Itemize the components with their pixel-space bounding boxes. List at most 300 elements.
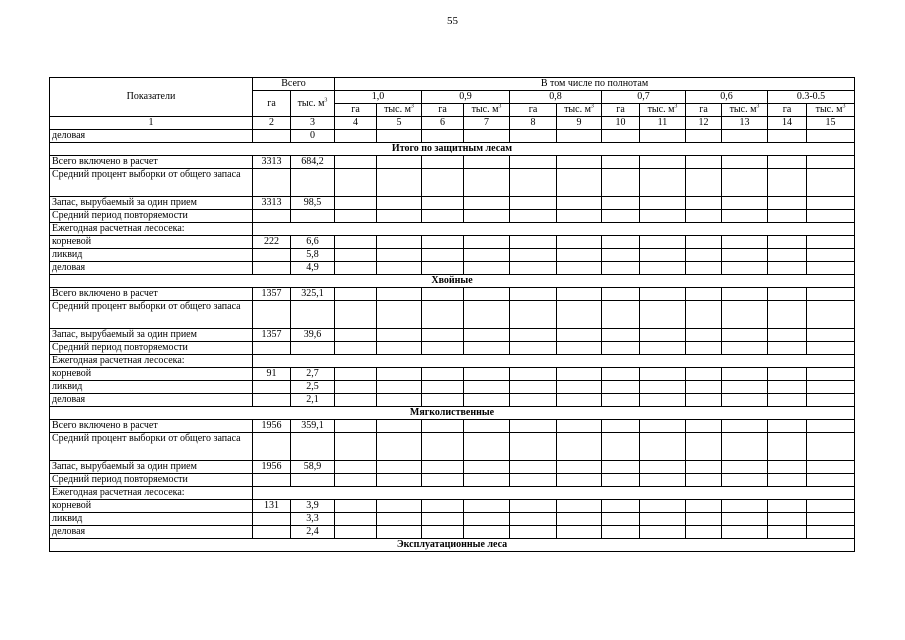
empty-cell xyxy=(768,526,807,539)
header-density-5: 0.3-0.5 xyxy=(768,91,855,104)
empty-cell xyxy=(768,381,807,394)
table-row xyxy=(50,130,855,143)
empty-cell xyxy=(422,368,464,381)
empty-cell xyxy=(464,420,510,433)
header-volume-3: тыс. $м^3$ xyxy=(640,104,686,117)
row-label: Запас, вырубаемый за один прием xyxy=(50,329,253,342)
empty-cell xyxy=(464,249,510,262)
empty-cell xyxy=(722,381,768,394)
empty-cell xyxy=(640,210,686,223)
empty-cell xyxy=(768,500,807,513)
table-row xyxy=(50,394,855,407)
total-volume-cell: 3,9 xyxy=(291,500,335,513)
empty-cell xyxy=(464,394,510,407)
empty-cell xyxy=(722,169,768,197)
empty-cell xyxy=(510,381,557,394)
empty-cell xyxy=(335,249,377,262)
empty-cell xyxy=(557,420,602,433)
row-label: Средний процент выборки от общего запаса xyxy=(50,169,253,197)
empty-cell xyxy=(640,288,686,301)
empty-cell xyxy=(335,288,377,301)
empty-cell xyxy=(722,197,768,210)
empty-cell xyxy=(557,342,602,355)
empty-cell xyxy=(377,500,422,513)
empty-cell xyxy=(335,156,377,169)
empty-cell xyxy=(464,156,510,169)
empty-cell xyxy=(807,513,855,526)
column-number: 2 xyxy=(253,117,291,130)
empty-cell xyxy=(640,381,686,394)
total-volume-cell: 3,3 xyxy=(291,513,335,526)
row-label: Средний период повторяемости xyxy=(50,210,253,223)
empty-cell xyxy=(422,210,464,223)
column-number: 6 xyxy=(422,117,464,130)
empty-cell xyxy=(557,288,602,301)
empty-cell xyxy=(807,288,855,301)
total-volume-cell: 5,8 xyxy=(291,249,335,262)
empty-cell xyxy=(640,513,686,526)
table-row xyxy=(50,461,855,474)
empty-cell xyxy=(640,433,686,461)
header-indicators: Показатели xyxy=(50,78,253,117)
total-ha-cell xyxy=(253,130,291,143)
total-volume-cell xyxy=(291,474,335,487)
empty-cell xyxy=(422,526,464,539)
empty-cell xyxy=(640,526,686,539)
empty-cell xyxy=(557,381,602,394)
row-label: Всего включено в расчет xyxy=(50,156,253,169)
empty-cell xyxy=(335,461,377,474)
empty-cell xyxy=(557,394,602,407)
empty-cell xyxy=(686,474,722,487)
empty-cell xyxy=(686,420,722,433)
total-volume-cell: 0 xyxy=(291,130,335,143)
table-row xyxy=(50,474,855,487)
empty-cell xyxy=(807,301,855,329)
empty-cell xyxy=(768,329,807,342)
empty-cell xyxy=(464,433,510,461)
empty-cell xyxy=(557,433,602,461)
row-label: корневой xyxy=(50,236,253,249)
column-number: 12 xyxy=(686,117,722,130)
empty-cell xyxy=(335,236,377,249)
empty-cell xyxy=(602,394,640,407)
empty-cell xyxy=(253,487,855,500)
section-row xyxy=(50,275,855,288)
table-row xyxy=(50,381,855,394)
empty-cell xyxy=(640,368,686,381)
row-label: Ежегодная расчетная лесосека: xyxy=(50,223,253,236)
empty-cell xyxy=(377,381,422,394)
empty-cell xyxy=(768,368,807,381)
empty-cell xyxy=(377,249,422,262)
total-volume-cell: 58,9 xyxy=(291,461,335,474)
total-ha-cell: 91 xyxy=(253,368,291,381)
cube-superscript: 3 xyxy=(498,103,502,110)
empty-cell xyxy=(768,513,807,526)
empty-cell xyxy=(557,156,602,169)
empty-cell xyxy=(422,156,464,169)
row-label: Ежегодная расчетная лесосека: xyxy=(50,487,253,500)
empty-cell xyxy=(602,461,640,474)
empty-cell xyxy=(686,288,722,301)
empty-cell xyxy=(722,526,768,539)
table-row xyxy=(50,288,855,301)
empty-cell xyxy=(722,368,768,381)
empty-cell xyxy=(510,500,557,513)
header-volume-2: тыс. $м^3$ xyxy=(557,104,602,117)
section-title: Мягколиственные xyxy=(50,407,855,420)
empty-cell xyxy=(557,329,602,342)
empty-cell xyxy=(807,420,855,433)
column-number: 7 xyxy=(464,117,510,130)
empty-cell xyxy=(422,236,464,249)
empty-cell xyxy=(510,197,557,210)
total-volume-cell: 684,2 xyxy=(291,156,335,169)
total-ha-cell xyxy=(253,342,291,355)
row-label: Средний период повторяемости xyxy=(50,342,253,355)
total-volume-cell: 2,7 xyxy=(291,368,335,381)
empty-cell xyxy=(510,329,557,342)
empty-cell xyxy=(640,420,686,433)
total-ha-cell: 1357 xyxy=(253,329,291,342)
section-row xyxy=(50,143,855,156)
table-row xyxy=(50,156,855,169)
empty-cell xyxy=(807,249,855,262)
table-row xyxy=(50,197,855,210)
total-volume-cell xyxy=(291,169,335,197)
empty-cell xyxy=(557,249,602,262)
empty-cell xyxy=(422,342,464,355)
empty-cell xyxy=(807,169,855,197)
table-row xyxy=(50,342,855,355)
empty-cell xyxy=(377,513,422,526)
empty-cell xyxy=(807,130,855,143)
empty-cell xyxy=(510,526,557,539)
empty-cell xyxy=(377,169,422,197)
total-volume-cell: 98,5 xyxy=(291,197,335,210)
empty-cell xyxy=(510,288,557,301)
table-row xyxy=(50,526,855,539)
total-volume-cell: 6,6 xyxy=(291,236,335,249)
empty-cell xyxy=(686,156,722,169)
empty-cell xyxy=(768,262,807,275)
empty-cell xyxy=(722,262,768,275)
total-ha-cell xyxy=(253,433,291,461)
empty-cell xyxy=(377,197,422,210)
header-ha-3: га xyxy=(602,104,640,117)
empty-cell xyxy=(686,262,722,275)
table-header xyxy=(50,78,855,130)
column-number: 3 xyxy=(291,117,335,130)
empty-cell xyxy=(722,461,768,474)
total-ha-cell: 1357 xyxy=(253,288,291,301)
empty-cell xyxy=(422,500,464,513)
empty-cell xyxy=(640,342,686,355)
header-density-2: 0,8 xyxy=(510,91,602,104)
empty-cell xyxy=(807,342,855,355)
empty-cell xyxy=(640,500,686,513)
empty-cell xyxy=(807,262,855,275)
empty-cell xyxy=(557,130,602,143)
empty-cell xyxy=(510,420,557,433)
header-total-volume: тыс. $м^3$ xyxy=(291,91,335,117)
empty-cell xyxy=(510,461,557,474)
empty-cell xyxy=(464,236,510,249)
empty-cell xyxy=(602,197,640,210)
row-label: Средний период повторяемости xyxy=(50,474,253,487)
total-volume-cell: 325,1 xyxy=(291,288,335,301)
empty-cell xyxy=(422,130,464,143)
empty-cell xyxy=(464,461,510,474)
row-label: деловая xyxy=(50,262,253,275)
empty-cell xyxy=(510,130,557,143)
empty-cell xyxy=(602,526,640,539)
empty-cell xyxy=(377,420,422,433)
empty-cell xyxy=(602,342,640,355)
empty-cell xyxy=(335,394,377,407)
empty-cell xyxy=(557,197,602,210)
empty-cell xyxy=(640,197,686,210)
section-title: Итого по защитным лесам xyxy=(50,143,855,156)
empty-cell xyxy=(768,210,807,223)
empty-cell xyxy=(510,262,557,275)
empty-cell xyxy=(807,210,855,223)
header-volume-5: тыс. $м^3$ xyxy=(807,104,855,117)
empty-cell xyxy=(640,474,686,487)
empty-cell xyxy=(768,461,807,474)
empty-cell xyxy=(602,236,640,249)
empty-cell xyxy=(557,368,602,381)
header-ha-0: га xyxy=(335,104,377,117)
header-volume-4: тыс. $м^3$ xyxy=(722,104,768,117)
total-volume-cell: 2,5 xyxy=(291,381,335,394)
empty-cell xyxy=(722,156,768,169)
empty-cell xyxy=(768,288,807,301)
empty-cell xyxy=(510,513,557,526)
empty-cell xyxy=(557,169,602,197)
empty-cell xyxy=(422,394,464,407)
header-ha-5: га xyxy=(768,104,807,117)
empty-cell xyxy=(686,329,722,342)
empty-cell xyxy=(335,474,377,487)
empty-cell xyxy=(807,381,855,394)
empty-cell xyxy=(807,526,855,539)
empty-cell xyxy=(335,329,377,342)
column-number: 1 xyxy=(50,117,253,130)
empty-cell xyxy=(464,169,510,197)
empty-cell xyxy=(722,249,768,262)
empty-cell xyxy=(722,513,768,526)
header-ha-1: га xyxy=(422,104,464,117)
empty-cell xyxy=(335,342,377,355)
empty-cell xyxy=(640,249,686,262)
empty-cell xyxy=(602,156,640,169)
empty-cell xyxy=(510,433,557,461)
column-number: 9 xyxy=(557,117,602,130)
row-label: деловая xyxy=(50,130,253,143)
empty-cell xyxy=(768,169,807,197)
total-ha-cell xyxy=(253,394,291,407)
table-row xyxy=(50,249,855,262)
empty-cell xyxy=(640,301,686,329)
empty-cell xyxy=(464,329,510,342)
empty-cell xyxy=(602,500,640,513)
empty-cell xyxy=(422,262,464,275)
row-label: Запас, вырубаемый за один прием xyxy=(50,197,253,210)
empty-cell xyxy=(377,288,422,301)
cube-superscript: 3 xyxy=(674,103,678,110)
empty-cell xyxy=(464,513,510,526)
empty-cell xyxy=(377,474,422,487)
empty-cell xyxy=(686,301,722,329)
cube-superscript: 3 xyxy=(410,103,414,110)
empty-cell xyxy=(686,394,722,407)
empty-cell xyxy=(722,474,768,487)
empty-cell xyxy=(335,433,377,461)
empty-cell xyxy=(722,329,768,342)
empty-cell xyxy=(807,368,855,381)
empty-cell xyxy=(722,342,768,355)
total-ha-cell: 1956 xyxy=(253,461,291,474)
row-label: Запас, вырубаемый за один прием xyxy=(50,461,253,474)
empty-cell xyxy=(422,288,464,301)
total-volume-cell: 4,9 xyxy=(291,262,335,275)
empty-cell xyxy=(686,526,722,539)
cube-superscript: 3 xyxy=(756,103,760,110)
empty-cell xyxy=(464,210,510,223)
empty-cell xyxy=(807,329,855,342)
empty-cell xyxy=(377,368,422,381)
empty-cell xyxy=(768,130,807,143)
empty-cell xyxy=(510,301,557,329)
empty-cell xyxy=(686,236,722,249)
empty-cell xyxy=(335,420,377,433)
empty-cell xyxy=(422,474,464,487)
cube-superscript: 3 xyxy=(324,97,328,104)
total-ha-cell xyxy=(253,169,291,197)
empty-cell xyxy=(602,329,640,342)
empty-cell xyxy=(510,342,557,355)
empty-cell xyxy=(464,288,510,301)
empty-cell xyxy=(807,474,855,487)
empty-cell xyxy=(807,394,855,407)
empty-cell xyxy=(464,474,510,487)
section-title: Эксплуатационные леса xyxy=(50,539,855,552)
empty-cell xyxy=(422,329,464,342)
empty-cell xyxy=(335,130,377,143)
row-label: Средний процент выборки от общего запаса xyxy=(50,301,253,329)
empty-cell xyxy=(602,420,640,433)
empty-cell xyxy=(807,156,855,169)
total-ha-cell xyxy=(253,513,291,526)
empty-cell xyxy=(686,342,722,355)
empty-cell xyxy=(602,301,640,329)
empty-cell xyxy=(602,249,640,262)
empty-cell xyxy=(335,262,377,275)
total-ha-cell xyxy=(253,301,291,329)
column-number: 5 xyxy=(377,117,422,130)
empty-cell xyxy=(422,461,464,474)
empty-cell xyxy=(335,526,377,539)
row-label: ликвид xyxy=(50,513,253,526)
total-ha-cell xyxy=(253,262,291,275)
table-row xyxy=(50,301,855,329)
row-label: Всего включено в расчет xyxy=(50,420,253,433)
empty-cell xyxy=(510,156,557,169)
column-number: 10 xyxy=(602,117,640,130)
empty-cell xyxy=(377,210,422,223)
empty-cell xyxy=(422,169,464,197)
empty-cell xyxy=(686,130,722,143)
header-density-4: 0,6 xyxy=(686,91,768,104)
empty-cell xyxy=(377,342,422,355)
total-volume-cell: 2,1 xyxy=(291,394,335,407)
total-volume-cell xyxy=(291,210,335,223)
empty-cell xyxy=(640,461,686,474)
empty-cell xyxy=(377,526,422,539)
header-density-0: 1,0 xyxy=(335,91,422,104)
empty-cell xyxy=(510,394,557,407)
empty-cell xyxy=(422,301,464,329)
empty-cell xyxy=(686,249,722,262)
empty-cell xyxy=(335,197,377,210)
total-volume-cell xyxy=(291,301,335,329)
empty-cell xyxy=(722,130,768,143)
empty-cell xyxy=(768,236,807,249)
empty-cell xyxy=(422,249,464,262)
total-ha-cell xyxy=(253,381,291,394)
empty-cell xyxy=(464,301,510,329)
row-label: ликвид xyxy=(50,249,253,262)
empty-cell xyxy=(640,236,686,249)
empty-cell xyxy=(335,381,377,394)
empty-cell xyxy=(377,262,422,275)
empty-cell xyxy=(768,301,807,329)
empty-cell xyxy=(722,394,768,407)
subheading-row xyxy=(50,355,855,368)
empty-cell xyxy=(510,474,557,487)
empty-cell xyxy=(768,197,807,210)
empty-cell xyxy=(686,461,722,474)
empty-cell xyxy=(602,381,640,394)
empty-cell xyxy=(807,197,855,210)
empty-cell xyxy=(335,210,377,223)
empty-cell xyxy=(510,249,557,262)
empty-cell xyxy=(768,342,807,355)
empty-cell xyxy=(377,433,422,461)
row-label: корневой xyxy=(50,368,253,381)
empty-cell xyxy=(464,526,510,539)
empty-cell xyxy=(377,301,422,329)
empty-cell xyxy=(640,262,686,275)
table-row xyxy=(50,513,855,526)
total-ha-cell xyxy=(253,474,291,487)
header-ha-2: га xyxy=(510,104,557,117)
empty-cell xyxy=(510,169,557,197)
page-number: 55 xyxy=(447,15,458,27)
empty-cell xyxy=(377,156,422,169)
total-ha-cell xyxy=(253,526,291,539)
row-label: Всего включено в расчет xyxy=(50,288,253,301)
table-row xyxy=(50,210,855,223)
header-ha-4: га xyxy=(686,104,722,117)
empty-cell xyxy=(602,433,640,461)
empty-cell xyxy=(686,169,722,197)
empty-cell xyxy=(602,288,640,301)
row-label: деловая xyxy=(50,394,253,407)
empty-cell xyxy=(768,394,807,407)
